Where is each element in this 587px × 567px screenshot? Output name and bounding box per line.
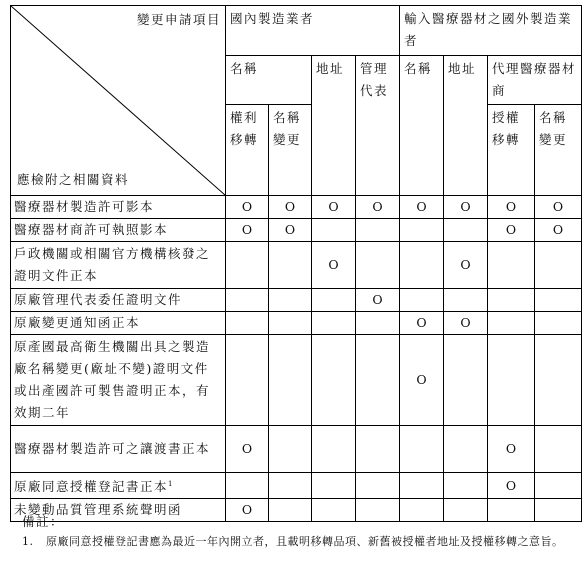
mark-cell: O	[444, 312, 488, 335]
mark-cell: O	[226, 426, 269, 473]
mark-cell: O	[488, 196, 535, 219]
foreign-manufacturer-header: 輸入醫療器材之國外製造業者	[400, 6, 582, 56]
footnote-marker: 1	[168, 480, 174, 488]
table-row	[11, 242, 582, 289]
mark-cell	[444, 473, 488, 499]
table-row	[11, 312, 582, 335]
domestic-manufacturer-header: 國內製造業者	[226, 6, 400, 56]
mark-cell	[535, 312, 582, 335]
mark-cell	[312, 312, 356, 335]
agent-dealer-header: 代理醫療器材商	[488, 56, 582, 105]
mark-cell	[356, 219, 400, 242]
table-row	[11, 426, 582, 473]
table-row	[11, 219, 582, 242]
row-label: 原廠變更通知函正本	[11, 312, 226, 335]
diagonal-line	[11, 6, 225, 195]
mark-cell	[226, 335, 269, 426]
mark-cell: O	[226, 219, 269, 242]
row-label-text: 原廠同意授權登記書正本	[14, 479, 169, 494]
mark-cell	[535, 242, 582, 289]
mark-cell: O	[356, 289, 400, 312]
row-label: 醫療器材商許可執照影本	[11, 219, 226, 242]
mark-cell	[312, 473, 356, 499]
requirements-table	[10, 5, 582, 522]
mark-cell	[444, 426, 488, 473]
mark-cell	[400, 219, 444, 242]
mark-cell: O	[226, 499, 269, 522]
domestic-name-header: 名稱	[226, 56, 312, 105]
note-item	[22, 534, 582, 549]
mark-cell	[400, 289, 444, 312]
mark-cell: O	[535, 219, 582, 242]
note-number: 1.	[22, 535, 34, 548]
note-text: 原廠同意授權登記書應為最近一年內開立者，且載明移轉品項、新舊被授權者地址及授權移轉之意旨。	[46, 535, 564, 548]
row-label: 原產國最高衛生機關出具之製造廠名稱變更(廠址不變)證明文件或出產國許可製售證明正本，有效期二年	[11, 335, 226, 426]
mark-cell: O	[488, 426, 535, 473]
rights-transfer-header: 權利移轉	[226, 105, 269, 196]
mark-cell	[312, 219, 356, 242]
mark-cell	[269, 312, 312, 335]
mark-cell	[269, 473, 312, 499]
mark-cell: O	[444, 196, 488, 219]
mark-cell: O	[226, 196, 269, 219]
mark-cell: O	[488, 219, 535, 242]
diagonal-header-cell	[11, 6, 226, 196]
notes-section	[22, 514, 582, 549]
mark-cell	[535, 426, 582, 473]
row-label: 醫療器材製造許可影本	[11, 196, 226, 219]
foreign-name-header: 名稱	[400, 56, 444, 196]
table-row	[11, 196, 582, 219]
agent-name-change-header: 名稱變更	[535, 105, 582, 196]
mark-cell	[269, 426, 312, 473]
mark-cell	[356, 242, 400, 289]
mark-cell	[535, 473, 582, 499]
domestic-address-header: 地址	[312, 56, 356, 196]
mark-cell	[400, 473, 444, 499]
mark-cell	[269, 242, 312, 289]
mark-cell	[269, 335, 312, 426]
mark-cell: O	[356, 196, 400, 219]
table-row	[11, 289, 582, 312]
mark-cell	[226, 242, 269, 289]
mark-cell	[226, 473, 269, 499]
mark-cell	[444, 219, 488, 242]
mark-cell	[312, 335, 356, 426]
mark-cell: O	[444, 242, 488, 289]
mark-cell	[356, 473, 400, 499]
mark-cell	[400, 426, 444, 473]
mark-cell	[444, 289, 488, 312]
foreign-address-header: 地址	[444, 56, 488, 196]
mark-cell: O	[269, 219, 312, 242]
mark-cell	[444, 335, 488, 426]
table-row	[11, 335, 582, 426]
required-docs-heading: 應檢附之相關資料	[17, 172, 130, 187]
mark-cell: O	[488, 473, 535, 499]
name-change-header: 名稱變更	[269, 105, 312, 196]
authorization-transfer-header: 授權移轉	[488, 105, 535, 196]
mark-cell	[356, 426, 400, 473]
row-label: 醫療器材製造許可之讓渡書正本	[11, 426, 226, 473]
row-label: 戶政機關或相關官方機構核發之證明文件正本	[11, 242, 226, 289]
manager-representative-header: 管理代表	[356, 56, 400, 196]
mark-cell	[488, 289, 535, 312]
row-label: 未變動品質管理系統聲明函	[11, 499, 226, 522]
mark-cell	[356, 335, 400, 426]
mark-cell: O	[400, 335, 444, 426]
mark-cell	[488, 312, 535, 335]
mark-cell: O	[312, 242, 356, 289]
mark-cell	[356, 312, 400, 335]
table-row	[11, 473, 582, 499]
mark-cell: O	[312, 196, 356, 219]
mark-cell	[269, 289, 312, 312]
mark-cell	[226, 289, 269, 312]
mark-cell	[400, 242, 444, 289]
mark-cell	[535, 335, 582, 426]
mark-cell: O	[535, 196, 582, 219]
mark-cell	[312, 426, 356, 473]
mark-cell	[535, 289, 582, 312]
mark-cell: O	[400, 196, 444, 219]
mark-cell: O	[269, 196, 312, 219]
mark-cell: O	[400, 312, 444, 335]
notes-title: 備註：	[22, 514, 65, 529]
mark-cell	[488, 242, 535, 289]
mark-cell	[312, 289, 356, 312]
mark-cell	[488, 335, 535, 426]
change-item-heading: 變更申請項目	[136, 12, 221, 27]
mark-cell	[226, 312, 269, 335]
row-label	[11, 473, 226, 499]
row-label: 原廠管理代表委任證明文件	[11, 289, 226, 312]
